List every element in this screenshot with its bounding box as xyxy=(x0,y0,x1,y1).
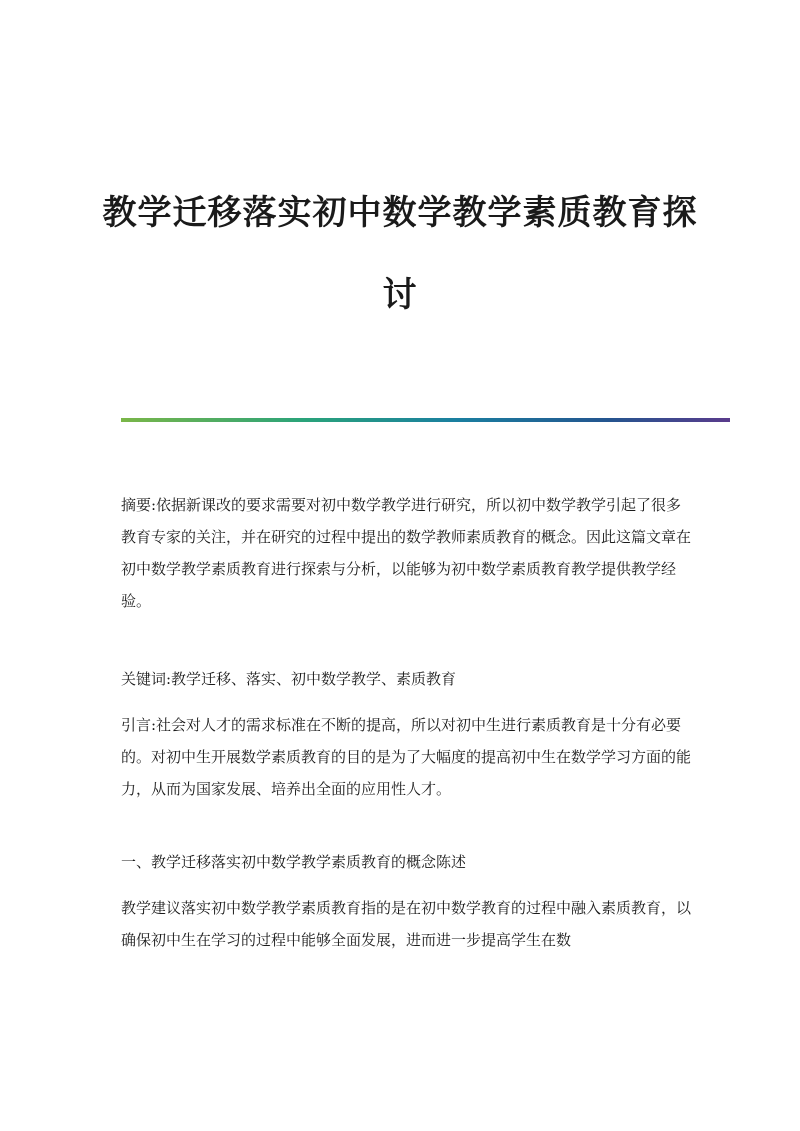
section-1-heading: 一、教学迁移落实初中数学教学素质教育的概念陈述 xyxy=(121,853,467,871)
section-1-paragraph: 教学建议落实初中数学教学素质教育指的是在初中数学教育的过程中融入素质教育，以确保初中生在学习的过程中能够全面发展，进而进一步提高学生在数 xyxy=(121,899,692,949)
document-title-line-2: 讨 xyxy=(382,275,418,315)
document-title-line-1: 教学迁移落实初中数学教学素质教育探 xyxy=(102,193,698,233)
title-divider xyxy=(121,418,730,422)
abstract-paragraph: 摘要:依据新课改的要求需要对初中数学教学进行研究，所以初中数学教学引起了很多教育专家的关注，并在研究的过程中提出的数学教师素质教育的概念。因此这篇文章在初中数学教学素质教育进行探索与分析，以能够为初中数学素质教育教学提供教学经验。 xyxy=(121,496,692,610)
keywords-paragraph: 关键词:教学迁移、落实、初中数学教学、素质教育 xyxy=(121,670,457,688)
introduction-paragraph: 引言:社会对人才的需求标准在不断的提高，所以对初中生进行素质教育是十分有必要的。对初中生开展数学素质教育的目的是为了大幅度的提高初中生在数学学习方面的能力，从而为国家发展、培养出全面的应用性人才。 xyxy=(121,716,692,798)
